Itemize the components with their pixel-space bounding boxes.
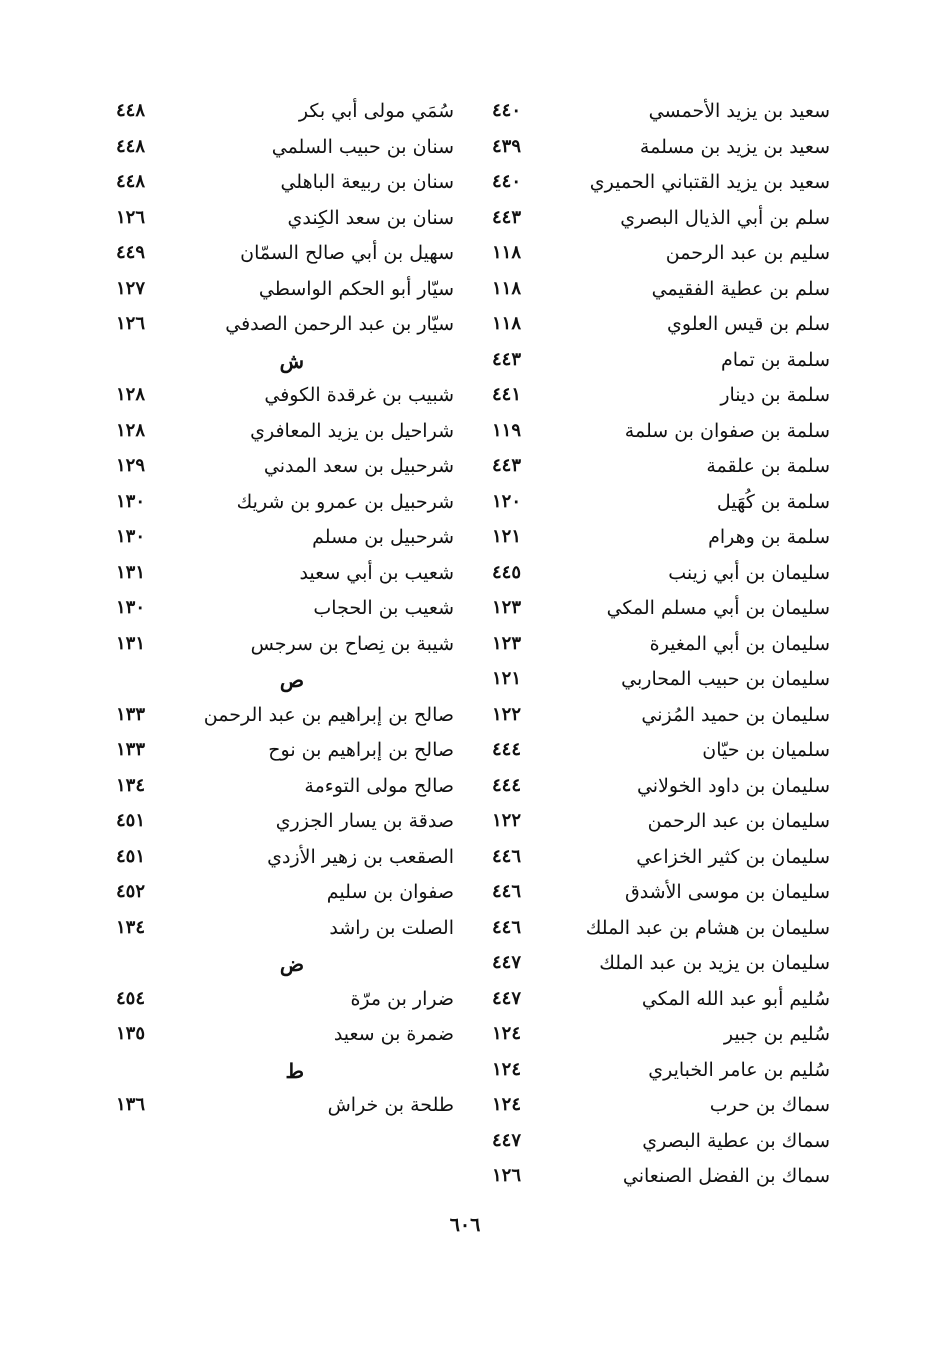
entry-name: سليم بن عبد الرحمن xyxy=(665,242,830,264)
section-letter: ص xyxy=(279,668,304,692)
entry-name: سليمان بن أبي زينب xyxy=(668,561,830,584)
entry-page-number: ٤٤٠ xyxy=(492,100,522,121)
index-entry xyxy=(110,416,454,452)
index-entry xyxy=(110,451,454,487)
entry-page-number: ١٣٠ xyxy=(116,526,146,547)
entry-name: سلم بن أبي الذيال البصري xyxy=(620,206,830,229)
index-entry xyxy=(110,380,454,416)
index-entry xyxy=(110,629,454,665)
index-entry xyxy=(110,1019,454,1055)
entry-page-number: ١٢٦ xyxy=(116,313,146,334)
entry-name: سُمَي مولى أبي بكر xyxy=(298,100,454,122)
entry-page-number: ١١٨ xyxy=(492,277,522,299)
entry-page-number: ٤٤٦ xyxy=(492,845,522,867)
section-letter-row xyxy=(110,664,454,700)
entry-page-number: ٤٤٩ xyxy=(116,242,146,263)
entry-name: ضرار بن مرّة xyxy=(350,987,454,1010)
index-entry xyxy=(486,593,830,629)
index-entry xyxy=(486,1161,830,1197)
entry-page-number: ١٣٣ xyxy=(116,739,146,760)
entry-page-number: ١٣٤ xyxy=(116,774,146,796)
entry-page-number: ١٣٠ xyxy=(116,490,146,512)
entry-name: سليمان بن أبي المغيرة xyxy=(649,632,830,655)
index-entry xyxy=(110,558,454,594)
index-entry xyxy=(110,593,454,629)
entry-page-number: ٤٥٤ xyxy=(116,987,146,1009)
entry-name: سنان بن حبيب السلمي xyxy=(271,135,454,158)
entry-page-number: ١٢٧ xyxy=(116,277,146,299)
section-letter: ش xyxy=(279,348,304,373)
entry-name: الصقعب بن زهير الأزدي xyxy=(267,845,454,868)
entry-page-number: ٤٤٤ xyxy=(492,739,522,760)
entry-name: صالح بن إبراهيم بن عبد الرحمن xyxy=(203,703,454,726)
entry-name: سليمان بن أبي مسلم المكي xyxy=(606,597,830,619)
entry-name: شيبة بن نِصاح بن سرجس xyxy=(250,632,454,655)
entry-page-number: ١٢٨ xyxy=(116,419,146,441)
index-entry xyxy=(486,771,830,807)
entry-page-number: ٤٤١ xyxy=(492,384,522,405)
index-entry xyxy=(110,806,454,842)
index-entry xyxy=(110,877,454,913)
section-letter-row xyxy=(110,1055,454,1091)
index-entry xyxy=(110,203,454,239)
index-entry xyxy=(486,238,830,274)
entry-name: سلمة بن دينار xyxy=(720,384,830,406)
entry-page-number: ٤٤٧ xyxy=(492,1129,522,1151)
entry-page-number: ٤٥١ xyxy=(116,845,146,867)
entry-name: شرحبيل بن عمرو بن شريك xyxy=(236,490,454,513)
entry-page-number: ٤٤٠ xyxy=(492,171,522,192)
index-entry xyxy=(486,132,830,168)
index-entry xyxy=(486,629,830,665)
index-entry xyxy=(110,771,454,807)
index-entry xyxy=(110,984,454,1020)
section-letter: ط xyxy=(285,1058,304,1083)
entry-name: سهيل بن أبي صالح السمّان xyxy=(240,242,454,264)
entry-name: سليمان بن حبيب المحاربي xyxy=(621,668,830,690)
index-entry xyxy=(486,96,830,132)
entry-name: صالح بن إبراهيم بن نوح xyxy=(268,739,454,761)
index-entry xyxy=(110,238,454,274)
entry-name: صالح مولى التوءمة xyxy=(304,774,454,797)
index-entry xyxy=(110,522,454,558)
entry-name: صدقة بن يسار الجزري xyxy=(275,810,454,832)
entry-name: سليمان بن موسى الأشدق xyxy=(624,881,830,903)
entry-page-number: ١٣١ xyxy=(116,632,146,654)
entry-page-number: ١٣٣ xyxy=(116,703,146,725)
entry-page-number: ٤٤٨ xyxy=(116,135,146,157)
index-entry xyxy=(486,345,830,381)
entry-page-number: ٤٤٣ xyxy=(492,455,522,476)
index-entry xyxy=(110,274,454,310)
entry-name: شعيب بن الحجاب xyxy=(313,597,454,619)
entry-name: شبيب بن غرقدة الكوفي xyxy=(264,384,454,406)
index-column-left xyxy=(110,96,454,1126)
index-entry xyxy=(110,487,454,523)
entry-page-number: ١٢٣ xyxy=(492,632,522,654)
entry-page-number: ١٣٦ xyxy=(116,1094,146,1115)
entry-name: سلمة بن وهرام xyxy=(708,526,830,548)
entry-name: طلحة بن خراش xyxy=(327,1094,454,1116)
entry-name: سماك بن حرب xyxy=(709,1094,830,1116)
entry-name: سلم بن قيس العلوي xyxy=(667,313,830,335)
index-entry xyxy=(486,948,830,984)
entry-name: سلمة بن علقمة xyxy=(706,455,830,477)
index-entry xyxy=(486,735,830,771)
entry-page-number: ١٣٤ xyxy=(116,916,146,938)
entry-name: شراحيل بن يزيد المعافري xyxy=(250,419,454,442)
entry-name: سليمان بن عبد الرحمن xyxy=(647,810,830,832)
entry-page-number: ٤٤٣ xyxy=(492,206,522,228)
index-entry xyxy=(486,1055,830,1091)
index-entry xyxy=(486,842,830,878)
index-entry xyxy=(486,984,830,1020)
section-letter: ض xyxy=(279,952,304,976)
entry-page-number: ١١٨ xyxy=(492,313,522,334)
index-entry xyxy=(486,664,830,700)
entry-name: سيّار أبو الحكم الواسطي xyxy=(258,277,454,300)
index-entry xyxy=(110,1090,454,1126)
entry-name: سنان بن ربيعة الباهلي xyxy=(280,171,454,193)
index-entry xyxy=(486,451,830,487)
entry-page-number: ٤٤٧ xyxy=(492,987,522,1009)
index-entry xyxy=(110,735,454,771)
index-entry xyxy=(486,1126,830,1162)
entry-page-number: ١٣٥ xyxy=(116,1023,146,1044)
entry-name: سيّار بن عبد الرحمن الصدفي xyxy=(225,313,454,335)
entry-page-number: ١٢٩ xyxy=(116,455,146,476)
entry-name: ضمرة بن سعيد xyxy=(333,1023,454,1045)
entry-name: الصلت بن راشد xyxy=(329,916,454,939)
entry-page-number: ٤٤٨ xyxy=(116,171,146,192)
entry-name: سعيد بن يزيد القتباني الحميري xyxy=(589,171,830,193)
entry-page-number: ١٢٤ xyxy=(492,1058,522,1080)
section-letter-row xyxy=(110,948,454,984)
index-entry xyxy=(110,309,454,345)
entry-page-number: ١٣١ xyxy=(116,561,146,583)
entry-name: سماك بن عطية البصري xyxy=(642,1129,830,1152)
index-entry xyxy=(486,416,830,452)
entry-name: سليمان بن هشام بن عبد الملك xyxy=(585,916,830,939)
entry-page-number: ٤٤٦ xyxy=(492,881,522,902)
index-entry xyxy=(486,380,830,416)
index-column-right xyxy=(486,96,830,1197)
entry-page-number: ١٢٤ xyxy=(492,1023,522,1044)
index-entry xyxy=(486,700,830,736)
index-entry xyxy=(110,700,454,736)
section-letter-row xyxy=(110,345,454,381)
entry-name: شرحبيل بن سعد المدني xyxy=(263,455,454,477)
entry-page-number: ١١٩ xyxy=(492,419,522,441)
entry-page-number: ١٢٣ xyxy=(492,597,522,618)
index-entry xyxy=(486,1019,830,1055)
entry-page-number: ١١٨ xyxy=(492,242,522,263)
entry-page-number: ٤٤٥ xyxy=(492,561,522,583)
entry-page-number: ٤٤٦ xyxy=(492,916,522,938)
entry-page-number: ١٢٤ xyxy=(492,1094,522,1115)
entry-page-number: ١٢٠ xyxy=(492,490,522,512)
index-entry xyxy=(486,309,830,345)
index-entry xyxy=(486,203,830,239)
index-entry xyxy=(486,1090,830,1126)
entry-name: صفوان بن سليم xyxy=(326,881,454,903)
entry-page-number: ٤٥١ xyxy=(116,810,146,831)
index-entry xyxy=(110,132,454,168)
entry-page-number: ١٢٢ xyxy=(492,810,522,831)
entry-name: سُليم بن جبير xyxy=(723,1023,830,1045)
index-entry xyxy=(486,487,830,523)
entry-page-number: ٤٣٩ xyxy=(492,135,522,157)
entry-name: سليمان بن حميد المُزني xyxy=(641,703,830,726)
entry-page-number: ١٢٦ xyxy=(492,1165,522,1186)
entry-page-number: ١٢٨ xyxy=(116,384,146,405)
index-entry xyxy=(486,806,830,842)
index-entry xyxy=(486,558,830,594)
index-entry xyxy=(110,96,454,132)
entry-name: سلميان بن حيّان xyxy=(702,739,830,761)
entry-page-number: ١٣٠ xyxy=(116,597,146,618)
entry-page-number: ٤٤٨ xyxy=(116,100,146,121)
index-entry xyxy=(486,913,830,949)
entry-page-number: ٤٤٣ xyxy=(492,348,522,370)
entry-page-number: ١٢١ xyxy=(492,526,522,547)
entry-name: شعيب بن أبي سعيد xyxy=(299,561,454,584)
entry-name: سليمان بن كثير الخزاعي xyxy=(636,845,830,868)
entry-page-number: ٤٤٤ xyxy=(492,774,522,796)
index-entry xyxy=(486,877,830,913)
entry-name: سلم بن عطية الفقيمي xyxy=(651,277,830,300)
entry-page-number: ٤٥٢ xyxy=(116,881,146,902)
entry-name: سلمة بن كُهَيل xyxy=(716,490,830,513)
page-number: ٦٠٦ xyxy=(449,1214,481,1236)
entry-page-number: ١٢٢ xyxy=(492,703,522,725)
index-entry xyxy=(110,913,454,949)
index-entry xyxy=(486,167,830,203)
entry-name: سلمة بن صفوان بن سلمة xyxy=(624,419,830,442)
entry-page-number: ١٢١ xyxy=(492,668,522,689)
entry-name: سليمان بن يزيد بن عبد الملك xyxy=(599,952,830,974)
entry-name: سليمان بن داود الخولاني xyxy=(636,774,830,797)
index-entry xyxy=(486,522,830,558)
entry-name: سعيد بن يزيد الأحمسي xyxy=(648,100,830,122)
entry-name: سماك بن الفضل الصنعاني xyxy=(622,1165,830,1187)
entry-name: شرحبيل بن مسلم xyxy=(312,526,454,548)
entry-name: سُليم أبو عبد الله المكي xyxy=(641,987,830,1010)
entry-name: سلمة بن تمام xyxy=(720,348,830,371)
entry-name: سُليم بن عامر الخبايري xyxy=(648,1058,830,1081)
entry-name: سنان بن سعد الكِندي xyxy=(287,206,454,229)
index-entry xyxy=(110,842,454,878)
entry-name: سعيد بن يزيد بن مسلمة xyxy=(639,135,830,158)
entry-page-number: ٤٤٧ xyxy=(492,952,522,973)
index-entry xyxy=(110,167,454,203)
index-entry xyxy=(486,274,830,310)
entry-page-number: ١٢٦ xyxy=(116,206,146,228)
